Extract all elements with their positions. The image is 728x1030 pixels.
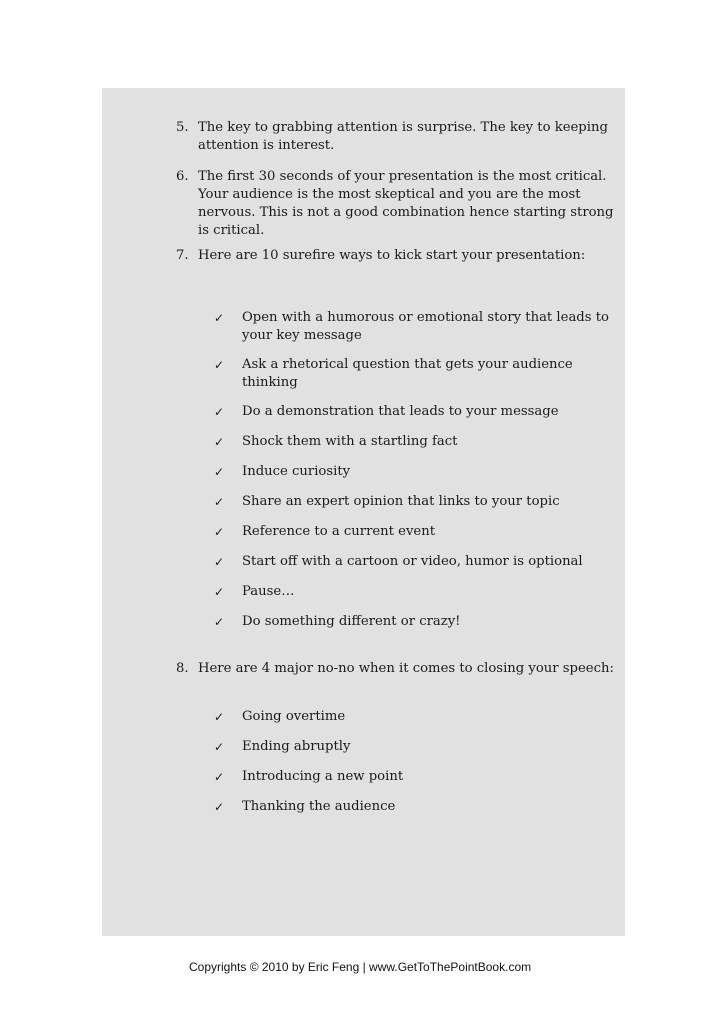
checkmark-icon: ✓ [214,800,225,814]
checklist-item-label: Start off with a cartoon or video, humor is optional [242,554,583,569]
checklist-item [214,356,614,392]
point-text: Here are 4 major no-no when it comes to closing your speech: [198,661,614,676]
point-6 [176,168,626,240]
checklist-item [214,493,614,511]
point-number: 7. [176,248,189,263]
checklist-item-label: Induce curiosity [242,464,351,479]
checkmark-icon: ✓ [214,555,225,569]
checklist-item-label: Do a demonstration that leads to your message [242,404,559,419]
checklist-item [214,403,614,421]
checklist-item [214,798,614,816]
point-number: 8. [176,661,189,676]
checklist-item [214,553,614,571]
checklist-item [214,433,614,451]
checkmark-icon: ✓ [214,585,225,599]
checkmark-icon: ✓ [214,495,225,509]
point-8 [176,660,626,678]
checklist-item [214,768,614,786]
checkmark-icon: ✓ [214,465,225,479]
checklist-item [214,613,614,631]
checkmark-icon: ✓ [214,435,225,449]
checkmark-icon: ✓ [214,525,225,539]
checkmark-icon: ✓ [214,710,225,724]
checklist-item [214,309,614,345]
point-5 [176,119,626,155]
checklist-item [214,583,614,601]
checklist-item-label: Shock them with a startling fact [242,434,458,449]
checkmark-icon: ✓ [214,740,225,754]
checklist-item-label: Reference to a current event [242,524,436,539]
checklist-item-label: Ask a rhetorical question that gets your audience thinking [242,357,573,390]
point-text: The first 30 seconds of your presentation is the most critical. Your audience is the most skeptical and you are the most nervous. This is not a good combination hence starting strong is critical. [198,169,614,238]
checklist-item [214,708,614,726]
checklist-item-label: Introducing a new point [242,769,404,784]
copyright-footer: Copyrights © 2010 by Eric Feng | www.GetToThePointBook.com [189,960,532,974]
checkmark-icon: ✓ [214,311,225,325]
point-number: 5. [176,120,189,135]
checklist-item [214,463,614,481]
point-text: The key to grabbing attention is surprise. The key to keeping attention is interest. [198,120,608,153]
point-7 [176,247,626,265]
checklist-item-label: Going overtime [242,709,346,724]
checklist-item-label: Open with a humorous or emotional story that leads to your key message [242,310,609,343]
checklist-item [214,523,614,541]
point-text: Here are 10 surefire ways to kick start your presentation: [198,248,586,263]
point-number: 6. [176,169,189,184]
checkmark-icon: ✓ [214,770,225,784]
checklist-item [214,738,614,756]
checklist-item-label: Ending abruptly [242,739,351,754]
checkmark-icon: ✓ [214,358,225,372]
checkmark-icon: ✓ [214,615,225,629]
checklist-item-label: Thanking the audience [242,799,396,814]
checkmark-icon: ✓ [214,405,225,419]
checklist-item-label: Do something different or crazy! [242,614,461,629]
checklist-item-label: Pause… [242,584,295,599]
checklist-item-label: Share an expert opinion that links to your topic [242,494,560,509]
